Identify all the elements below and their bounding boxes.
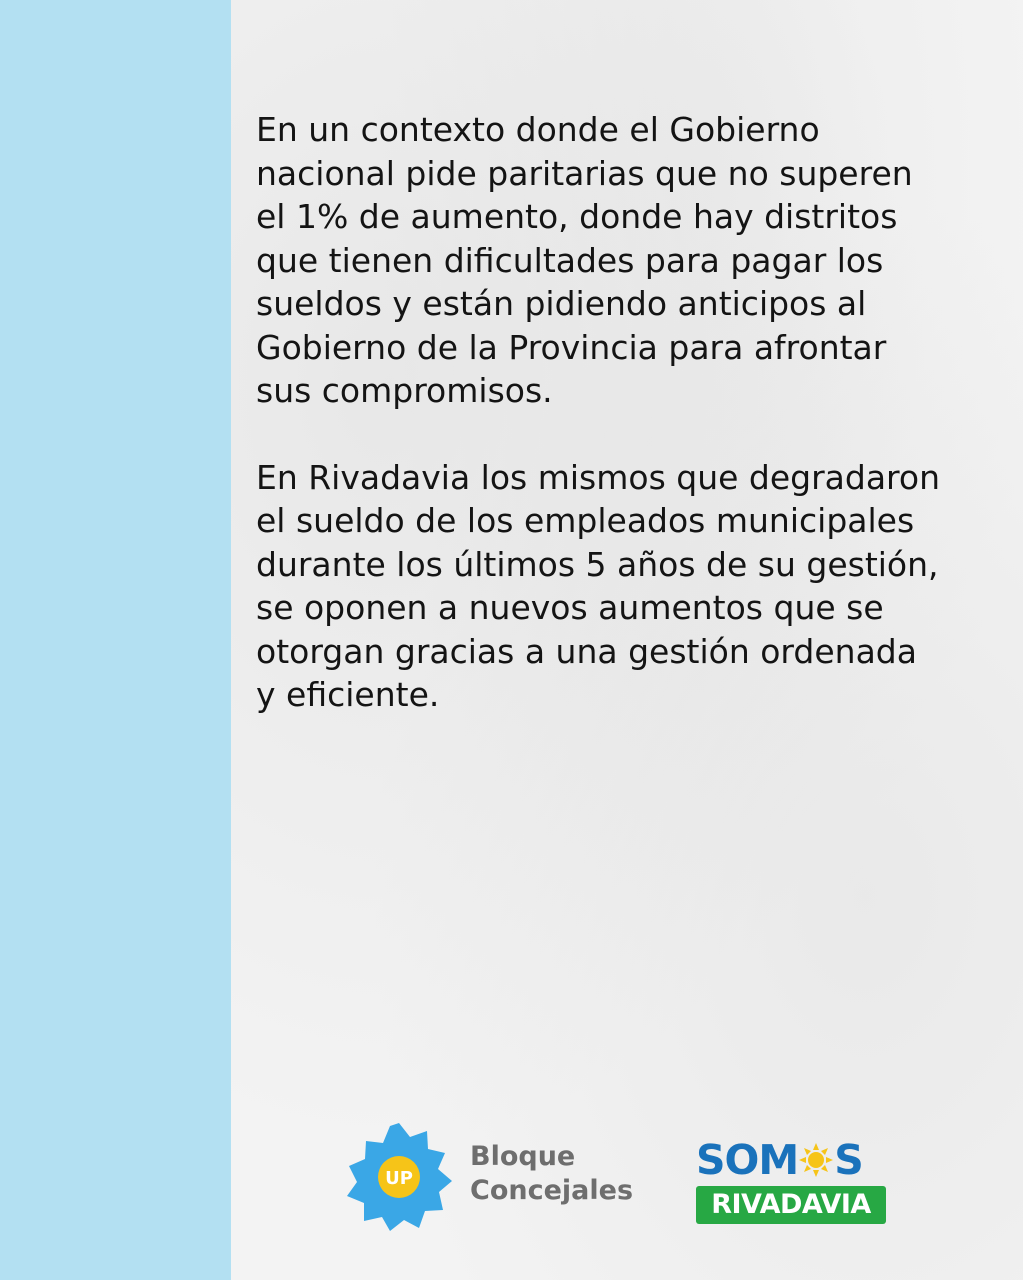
up-mark-text: UP bbox=[385, 1168, 413, 1189]
somos-word-start: SOM bbox=[696, 1136, 799, 1184]
up-star-logo bbox=[344, 1122, 454, 1232]
concejales-line: Concejales bbox=[470, 1175, 634, 1206]
somos-rivadavia-logo bbox=[696, 1138, 888, 1224]
statement-text bbox=[256, 108, 996, 760]
paragraph-1: En un contexto donde el Gobierno nacional pide paritarias que no superen el 1% de aumento, donde hay distritos que tienen dificultades para pagar los sueldos y están pidiendo anticipos al Gobierno de la Provincia para afrontar sus compromisos. bbox=[256, 110, 913, 410]
bloque-concejales-label bbox=[470, 1140, 633, 1208]
side-color-band bbox=[0, 0, 231, 1280]
bloque-line: Bloque bbox=[470, 1141, 576, 1172]
somos-word-end: S bbox=[834, 1136, 863, 1184]
rivadavia-banner: RIVADAVIA bbox=[696, 1186, 886, 1224]
sun-icon bbox=[799, 1143, 833, 1177]
paragraph-2: En Rivadavia los mismos que degradaron el sueldo de los empleados municipales durante los últimos 5 años de su gestión, se oponen a nuevos aumentos que se otorgan gracias a una gestión ordenada y eficiente. bbox=[256, 457, 941, 714]
somos-word bbox=[696, 1138, 863, 1182]
